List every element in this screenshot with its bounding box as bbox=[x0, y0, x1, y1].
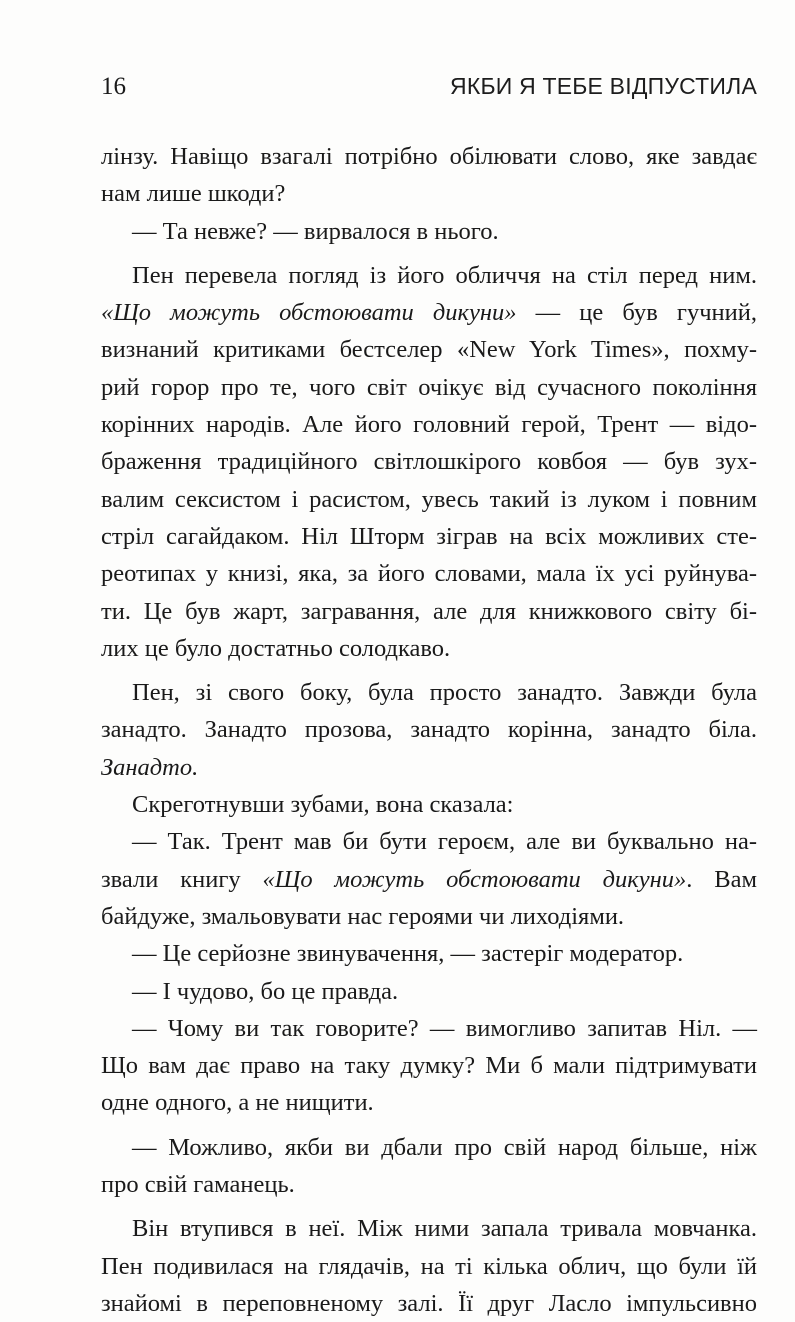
text-line: Що вам дає право на таку думку? Ми б мали підтримувати bbox=[101, 1052, 757, 1080]
page-header bbox=[101, 73, 757, 101]
text-line: про свій гаманець. bbox=[101, 1171, 295, 1199]
text-line: — Це серйозне звинувачення, — застеріг модератор. bbox=[132, 940, 684, 968]
text-line: Скреготнувши зубами, вона сказала: bbox=[132, 791, 514, 819]
text-line: Пен подивилася на глядачів, на ті кілька облич, що були їй bbox=[101, 1252, 757, 1280]
text-line: занадто. Занадто прозова, занадто корінна, занадто біла. bbox=[101, 716, 757, 744]
running-title: ЯКБИ Я ТЕБЕ ВІДПУСТИЛА bbox=[450, 73, 757, 99]
text-line: знайомі в переповненому залі. Її друг Ласло імпульсивно bbox=[101, 1289, 757, 1317]
emphasis: Занадто. bbox=[101, 753, 199, 781]
text-line: Пен перевела погляд із його обличчя на стіл перед ним. bbox=[132, 261, 757, 289]
text-line: лінзу. Навіщо взагалі потрібно обілювати слово, яке завдає bbox=[101, 143, 757, 170]
book-title: «Що можуть обстоювати дикуни» bbox=[101, 299, 517, 327]
text-line: — Та невже? — вирвалося в нього. bbox=[132, 217, 499, 245]
text-line bbox=[101, 749, 757, 786]
text-line: корінних народів. Але його головний герой, Трент — відо- bbox=[101, 411, 757, 439]
text-line: — Чому ви так говорите? — вимогливо запитав Ніл. — bbox=[132, 1014, 757, 1042]
book-title: «Що можуть обстоювати дикуни» bbox=[262, 865, 687, 893]
text-line: — І чудово, бо це правда. bbox=[132, 977, 399, 1005]
body-text bbox=[101, 138, 757, 1322]
text-line: Пен, зі свого боку, була просто занадто. Завжди була bbox=[132, 679, 757, 707]
text-line: «Що можуть обстоювати дикуни» — це був гучний, bbox=[101, 299, 757, 327]
text-line: — Так. Трент мав би бути героєм, але ви буквально на- bbox=[132, 828, 757, 856]
text-line: лих це було достатньо солодкаво. bbox=[101, 634, 451, 662]
text-line: одне одного, а не нищити. bbox=[101, 1089, 374, 1117]
text-line: рий горор про те, чого світ очікує від сучасного покоління bbox=[101, 373, 757, 401]
text-line: нам лише шкоди? bbox=[101, 180, 286, 208]
text-line: браження традиційного світлошкірого ковбоя — був зух- bbox=[101, 448, 757, 476]
text-line: звали книгу «Що можуть обстоювати дикуни». Вам bbox=[101, 865, 757, 893]
text-line: байдуже, змальовувати нас героями чи лиходіями. bbox=[101, 902, 625, 930]
text-line: реотипах у книзі, яка, за його словами, мала їх усі руйнува- bbox=[101, 560, 757, 588]
text-line: валим сексистом і расистом, увесь такий із луком і повним bbox=[101, 485, 757, 513]
text-line: — Можливо, якби ви дбали про свій народ більше, ніж bbox=[132, 1133, 757, 1161]
text-line: Він втупився в неї. Між ними запала тривала мовчанка. bbox=[132, 1215, 757, 1243]
page-number: 16 bbox=[101, 73, 126, 100]
text-line: ти. Це був жарт, загравання, але для книжкового світу бі- bbox=[101, 597, 757, 625]
text-line: стріл сагайдаком. Ніл Шторм зіграв на всіх можливих сте- bbox=[101, 522, 757, 550]
text-line: визнаний критиками бестселер «New York Times», похму- bbox=[101, 336, 757, 364]
